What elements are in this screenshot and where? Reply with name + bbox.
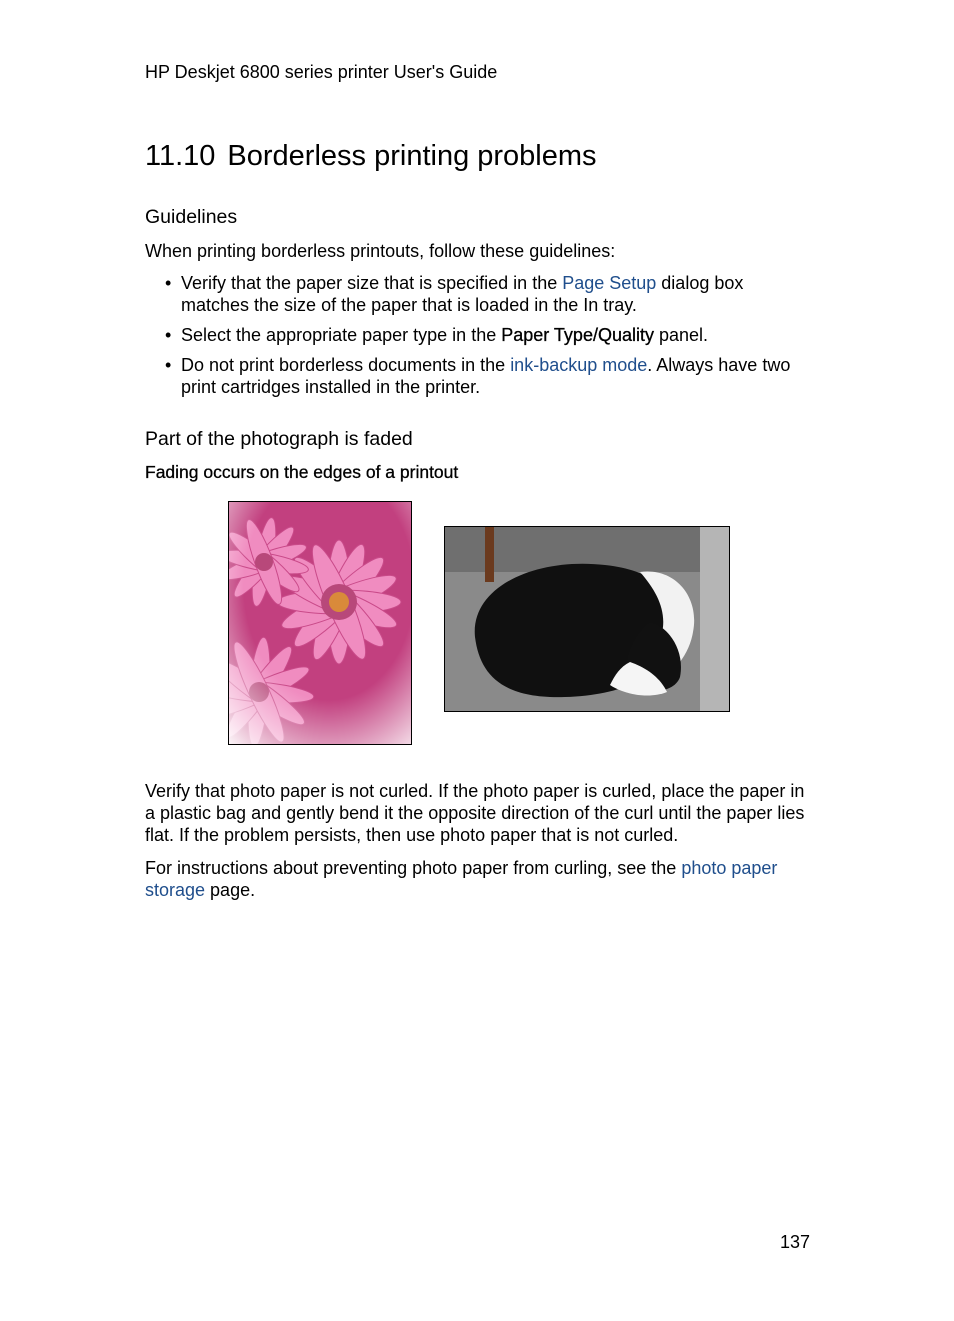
list-item-text: Select the appropriate paper type in the xyxy=(181,325,502,345)
list-item xyxy=(165,354,815,398)
page-number: 137 xyxy=(780,1232,811,1252)
list-item-text: panel. xyxy=(653,325,709,345)
list-item-text: Do not print borderless documents in the xyxy=(181,355,511,375)
ink-backup-mode-link[interactable]: ink-backup mode xyxy=(510,355,648,375)
list-item-text: . Always have two print cartridges installed in the printer. xyxy=(181,355,791,397)
faded-subheading: Fading occurs on the edges of a printout xyxy=(145,462,459,482)
section-number: 11.10 xyxy=(145,140,216,172)
list-item xyxy=(165,324,815,346)
flower-photo-icon xyxy=(228,501,412,745)
running-header: HP Deskjet 6800 series printer User's Guide xyxy=(145,62,498,82)
list-item-text: Verify that the paper size that is specified in the xyxy=(181,273,563,293)
guidelines-heading: Guidelines xyxy=(145,206,238,228)
guidelines-list xyxy=(165,272,815,406)
list-item-text: dialog box matches the size of the paper that is loaded in the In tray. xyxy=(181,273,744,315)
curl-paragraph: Verify that photo paper is not curled. If the photo paper is curled, place the paper in a plastic bag and gently bend it the opposite direction of the curl until the paper lies flat. If the problem persists, then use photo paper that is not curled. xyxy=(145,781,805,845)
photo-paper-storage-link[interactable]: photo paper storage xyxy=(145,858,778,900)
page-title xyxy=(145,140,597,173)
paragraph-text: page. xyxy=(205,880,256,900)
faded-heading: Part of the photograph is faded xyxy=(145,428,413,450)
guidelines-intro: When printing borderless printouts, follow these guidelines: xyxy=(145,241,616,261)
list-item xyxy=(165,272,815,316)
page-setup-link[interactable]: Page Setup xyxy=(562,273,657,293)
storage-paragraph xyxy=(145,857,815,901)
paper-type-quality-term: Paper Type/Quality xyxy=(501,325,654,345)
section-title: Borderless printing problems xyxy=(227,140,597,172)
dog-photo-icon xyxy=(444,526,730,712)
paragraph-text: For instructions about preventing photo paper from curling, see the xyxy=(145,858,682,878)
